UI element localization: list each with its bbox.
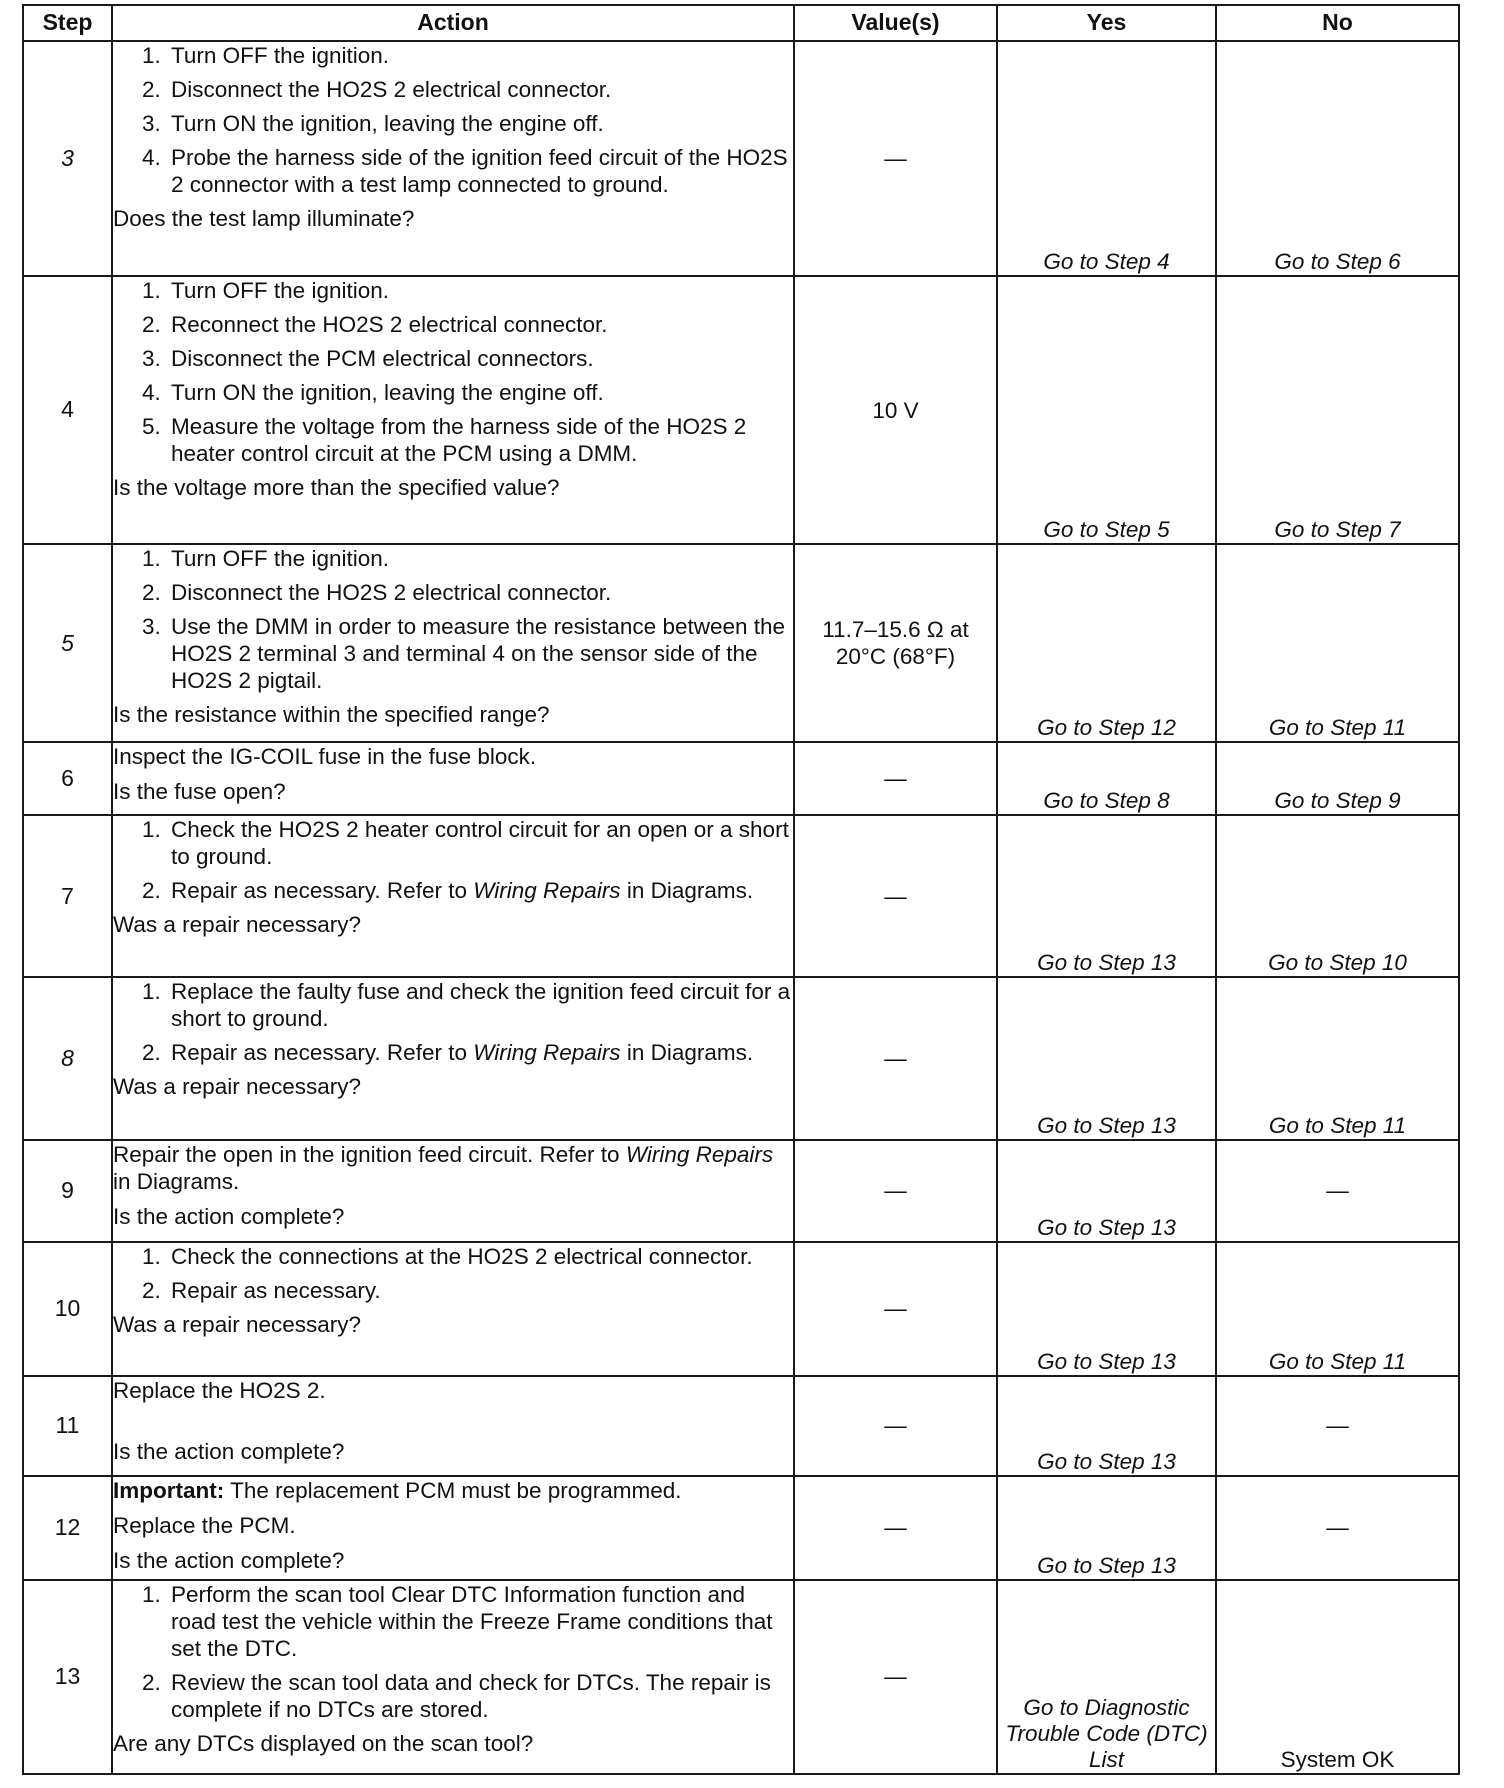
action-cell [112, 1242, 794, 1376]
yes-cell: Go to Step 13 [997, 1140, 1216, 1242]
yes-cell: Go to Step 12 [997, 544, 1216, 742]
header-no: No [1216, 5, 1459, 41]
action-list [113, 816, 793, 904]
table-row-step-12 [23, 1476, 1459, 1580]
diagnostic-table [22, 4, 1460, 1775]
action-question: Was a repair necessary? [113, 1074, 362, 1100]
value-line: 11.7–15.6 Ω at [822, 617, 969, 643]
action-question: Is the voltage more than the specified value? [113, 475, 560, 501]
action-cell [112, 276, 794, 544]
value-line: 20°C (68°F) [835, 644, 956, 670]
action-cell [112, 1376, 794, 1476]
no-cell: System OK [1216, 1580, 1459, 1774]
action-text [113, 1141, 793, 1195]
action-item: 1. Turn OFF the ignition. [167, 42, 793, 69]
yes-cell: Go to Step 8 [997, 742, 1216, 815]
table-row-step-13 [23, 1580, 1459, 1774]
action-item: 1. Perform the scan tool Clear DTC Information function and road test the vehicle within the Freeze Frame conditions that set the DTC. [167, 1581, 793, 1662]
table-row-step-7 [23, 815, 1459, 977]
action-item: 2. Review the scan tool data and check for DTCs. The repair is complete if no DTCs are stored. [167, 1669, 793, 1723]
wiring-repairs-reference: Wiring Repairs [473, 878, 621, 904]
action-item [167, 1039, 793, 1066]
step-number: 6 [23, 742, 112, 815]
action-question: Is the action complete? [113, 1547, 345, 1573]
action-text-part: Repair the open in the ignition feed circuit. Refer to [113, 1141, 626, 1167]
no-cell: Go to Step 9 [1216, 742, 1459, 815]
action-item: 5. Measure the voltage from the harness side of the HO2S 2 heater control circuit at the PCM using a DMM. [167, 413, 793, 467]
no-cell: — [1216, 1140, 1459, 1242]
yes-cell: Go to Step 13 [997, 1376, 1216, 1476]
yes-cell: Go to Step 4 [997, 41, 1216, 276]
value-cell: — [794, 742, 997, 815]
step-number: 10 [23, 1242, 112, 1376]
step-number: 8 [23, 977, 112, 1139]
yes-cell: Go to Step 13 [997, 977, 1216, 1139]
table-row-step-8 [23, 977, 1459, 1139]
action-cell [112, 1140, 794, 1242]
header-action: Action [112, 5, 794, 41]
header-yes: Yes [997, 5, 1216, 41]
action-item: 4. Probe the harness side of the ignition feed circuit of the HO2S 2 connector with a test lamp connected to ground. [167, 144, 793, 198]
action-item: 3. Disconnect the PCM electrical connectors. [167, 345, 793, 372]
value-cell [794, 544, 997, 742]
value-cell: — [794, 1476, 997, 1580]
value-cell: — [794, 815, 997, 977]
table-row-step-11 [23, 1376, 1459, 1476]
step-number: 3 [23, 41, 112, 276]
action-text: Replace the PCM. [113, 1512, 296, 1538]
action-item [167, 877, 793, 904]
value-cell: 10 V [794, 276, 997, 544]
action-list [113, 1243, 793, 1304]
value-cell: — [794, 1242, 997, 1376]
action-item-text: Repair as necessary. Refer to [171, 1040, 474, 1066]
table-header-row [23, 5, 1459, 41]
dtc-list-reference: Diagnostic Trouble Code (DTC) List [1005, 1695, 1208, 1773]
step-number: 13 [23, 1580, 112, 1774]
step-number: 5 [23, 544, 112, 742]
value-cell: — [794, 977, 997, 1139]
header-values: Value(s) [794, 5, 997, 41]
no-cell: Go to Step 7 [1216, 276, 1459, 544]
table-row-step-6 [23, 742, 1459, 815]
action-item: 3. Turn ON the ignition, leaving the engine off. [167, 110, 793, 137]
yes-cell [997, 1580, 1216, 1774]
value-cell: — [794, 1580, 997, 1774]
action-cell [112, 977, 794, 1139]
action-text: Inspect the IG-COIL fuse in the fuse block. [113, 744, 537, 770]
wiring-repairs-reference: Wiring Repairs [625, 1141, 774, 1167]
no-cell: — [1216, 1476, 1459, 1580]
table-row-step-10 [23, 1242, 1459, 1376]
action-item: 4. Turn ON the ignition, leaving the engine off. [167, 379, 793, 406]
no-cell: Go to Step 11 [1216, 544, 1459, 742]
action-cell [112, 544, 794, 742]
action-item: 1. Check the connections at the HO2S 2 electrical connector. [167, 1243, 793, 1270]
wiring-repairs-reference: Wiring Repairs [473, 1040, 621, 1066]
header-step: Step [23, 5, 112, 41]
important-label: Important: [113, 1477, 225, 1503]
table-row-step-3 [23, 41, 1459, 276]
action-item: 1. Check the HO2S 2 heater control circuit for an open or a short to ground. [167, 816, 793, 870]
action-item: 1. Replace the faulty fuse and check the ignition feed circuit for a short to ground. [167, 978, 793, 1032]
action-cell [112, 742, 794, 815]
action-item: 2. Disconnect the HO2S 2 electrical connector. [167, 76, 793, 103]
action-text-part: in Diagrams. [113, 1168, 240, 1194]
action-question: Are any DTCs displayed on the scan tool? [113, 1730, 534, 1756]
action-list [113, 545, 793, 694]
no-cell: Go to Step 11 [1216, 1242, 1459, 1376]
action-cell [112, 815, 794, 977]
action-question: Is the fuse open? [113, 779, 286, 805]
step-number: 4 [23, 276, 112, 544]
action-cell [112, 1580, 794, 1774]
action-cell [112, 41, 794, 276]
no-cell: Go to Step 10 [1216, 815, 1459, 977]
action-item-text: Repair as necessary. Refer to [171, 878, 474, 904]
yes-text: Go to [1023, 1695, 1085, 1721]
action-item-text: in Diagrams. [620, 878, 754, 904]
action-list [113, 277, 793, 467]
yes-cell: Go to Step 13 [997, 815, 1216, 977]
step-number: 7 [23, 815, 112, 977]
action-text: Replace the HO2S 2. [113, 1377, 326, 1403]
action-list [113, 978, 793, 1066]
table-row-step-9 [23, 1140, 1459, 1242]
action-question: Is the resistance within the specified range? [113, 702, 550, 728]
value-cell: — [794, 1140, 997, 1242]
action-question: Is the action complete? [113, 1438, 345, 1464]
action-item: 2. Repair as necessary. [167, 1277, 793, 1304]
action-item: 2. Disconnect the HO2S 2 electrical connector. [167, 579, 793, 606]
action-list [113, 42, 793, 198]
no-cell: — [1216, 1376, 1459, 1476]
step-number: 11 [23, 1376, 112, 1476]
yes-cell: Go to Step 5 [997, 276, 1216, 544]
important-note [113, 1477, 793, 1504]
action-item: 1. Turn OFF the ignition. [167, 545, 793, 572]
step-number: 9 [23, 1140, 112, 1242]
action-cell [112, 1476, 794, 1580]
table-row-step-4 [23, 276, 1459, 544]
action-question: Does the test lamp illuminate? [113, 206, 415, 231]
action-item: 2. Reconnect the HO2S 2 electrical connector. [167, 311, 793, 338]
action-item-text: in Diagrams. [620, 1040, 754, 1066]
step-number: 12 [23, 1476, 112, 1580]
action-question: Was a repair necessary? [113, 1311, 362, 1337]
no-cell: Go to Step 11 [1216, 977, 1459, 1139]
no-cell: Go to Step 6 [1216, 41, 1459, 276]
important-text: The replacement PCM must be programmed. [224, 1477, 682, 1503]
action-item: 3. Use the DMM in order to measure the resistance between the HO2S 2 terminal 3 and terminal 4 on the sensor side of the HO2S 2 pigtail. [167, 613, 793, 694]
table-row-step-5 [23, 544, 1459, 742]
action-question: Is the action complete? [113, 1203, 345, 1229]
value-cell: — [794, 41, 997, 276]
action-question: Was a repair necessary? [113, 912, 362, 938]
action-item: 1. Turn OFF the ignition. [167, 277, 793, 304]
value-cell: — [794, 1376, 997, 1476]
yes-cell: Go to Step 13 [997, 1242, 1216, 1376]
action-list [113, 1581, 793, 1723]
yes-cell: Go to Step 13 [997, 1476, 1216, 1580]
